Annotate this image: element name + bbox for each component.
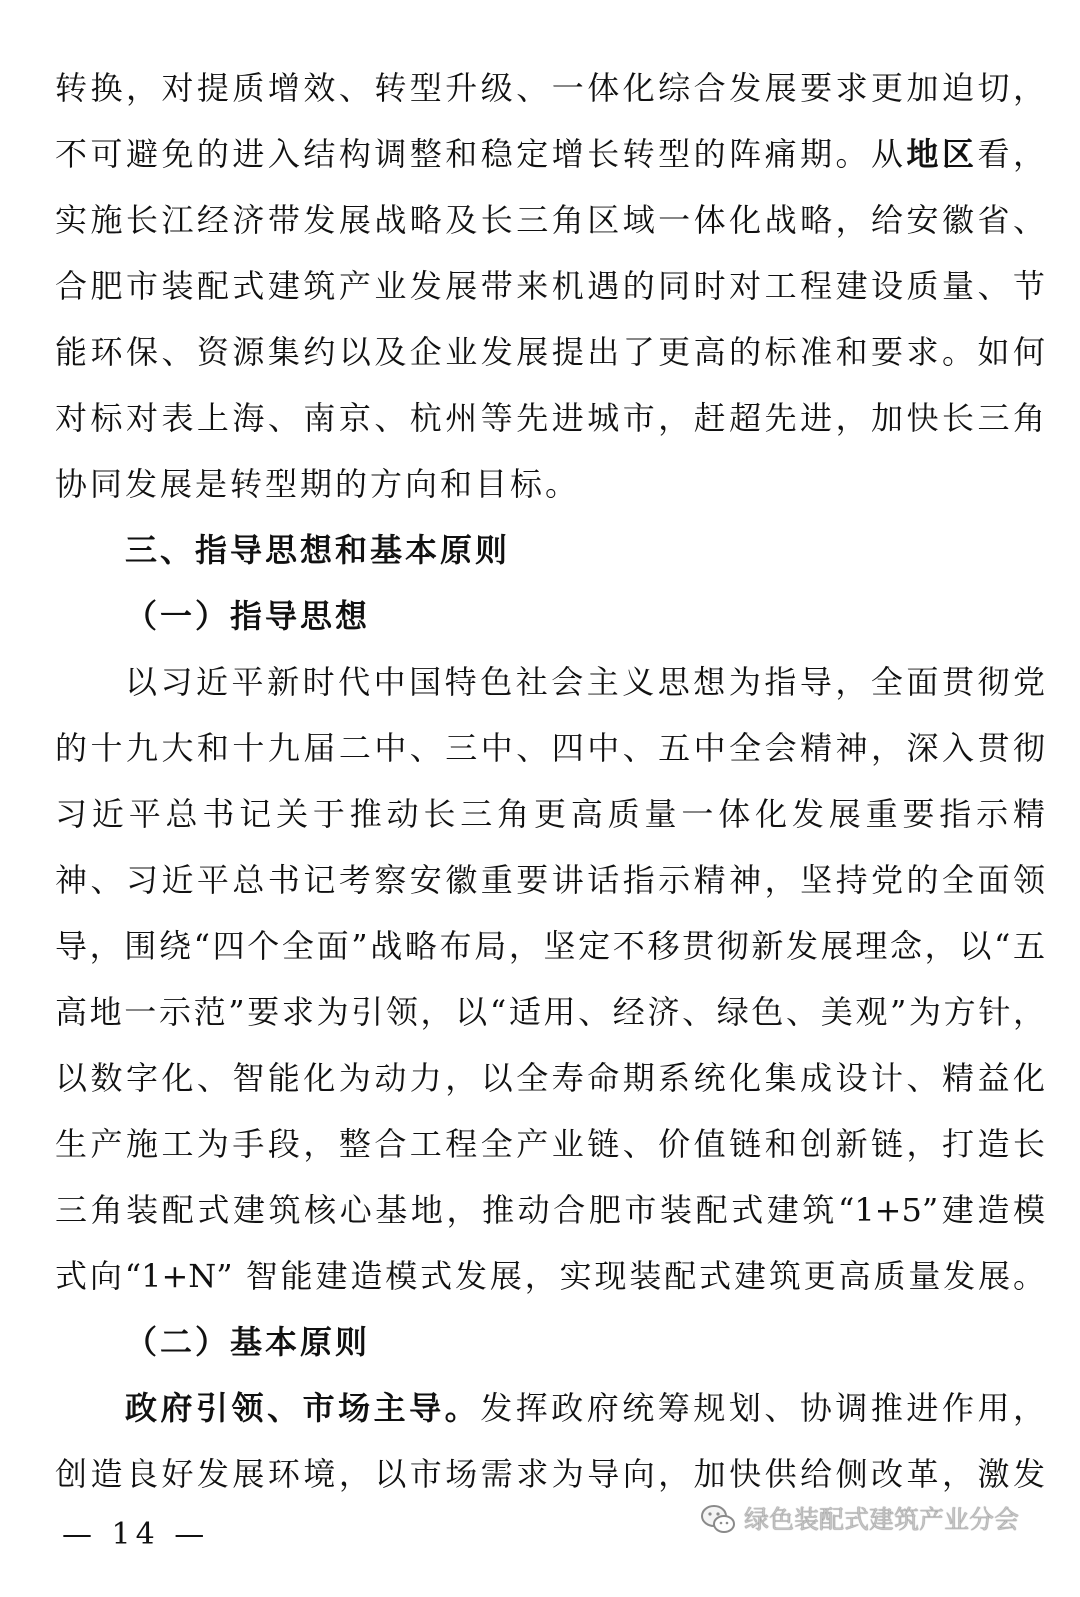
text-line: 生产施工为手段，整合工程全产业链、价值链和创新链，打造长 <box>55 1125 1045 1163</box>
text-line <box>55 1375 1045 1441</box>
text-line <box>55 121 1045 187</box>
subsection-heading: （二）基本原则 <box>125 1323 371 1361</box>
watermark <box>700 1502 1019 1538</box>
text-segment: 看， <box>977 135 1045 173</box>
text-line: 创造良好发展环境，以市场需求为导向，加快供给侧改革，激发 <box>55 1455 1045 1493</box>
text-line: 式向“1+N” 智能建造模式发展，实现装配式建筑更高质量发展。 <box>55 1257 1045 1295</box>
text-line: 对标对表上海、南京、杭州等先进城市，赶超先进，加快长三角 <box>55 399 1045 437</box>
text-line: 习近平总书记关于推动长三角更高质量一体化发展重要指示精 <box>55 795 1045 833</box>
section-heading: 三、指导思想和基本原则 <box>125 531 511 569</box>
principle-title: 政府引领、市场主导。 <box>125 1389 481 1427</box>
text-line: 神、习近平总书记考察安徽重要讲话指示精神，坚持党的全面领 <box>55 861 1045 899</box>
text-line: 实施长江经济带发展战略及长三角区域一体化战略，给安徽省、 <box>55 201 1045 239</box>
text-line: 以数字化、智能化为动力，以全寿命期系统化集成设计、精益化 <box>55 1059 1045 1097</box>
document-body <box>55 55 1045 1507</box>
text-line: 协同发展是转型期的方向和目标。 <box>55 465 581 503</box>
emphasized-text: 地区 <box>906 135 978 173</box>
text-segment: 不可避免的进入结构调整和稳定增长转型的阵痛期。从 <box>55 135 907 173</box>
text-line: 转换，对提质增效、转型升级、一体化综合发展要求更加迫切， <box>55 69 1045 107</box>
page-number: — 14 — <box>62 1517 210 1552</box>
text-segment: 发挥政府统筹规划、协调推进作用， <box>480 1389 1045 1427</box>
text-line: 以习近平新时代中国特色社会主义思想为指导，全面贯彻党 <box>125 663 1045 701</box>
text-line: 导，围绕“四个全面”战略布局，坚定不移贯彻新发展理念，以“五 <box>55 927 1045 965</box>
text-line: 的十九大和十九届二中、三中、四中、五中全会精神，深入贯彻 <box>55 729 1045 767</box>
subsection-heading: （一）指导思想 <box>125 597 371 635</box>
wechat-icon <box>700 1504 736 1536</box>
text-line: 合肥市装配式建筑产业发展带来机遇的同时对工程建设质量、节 <box>55 267 1045 305</box>
text-line: 高地一示范”要求为引领，以“适用、经济、绿色、美观”为方针， <box>55 993 1045 1031</box>
watermark-text: 绿色装配式建筑产业分会 <box>744 1505 1020 1534</box>
text-line: 三角装配式建筑核心基地，推动合肥市装配式建筑“1+5”建造模 <box>55 1191 1045 1229</box>
text-line: 能环保、资源集约以及企业发展提出了更高的标准和要求。如何 <box>55 333 1045 371</box>
